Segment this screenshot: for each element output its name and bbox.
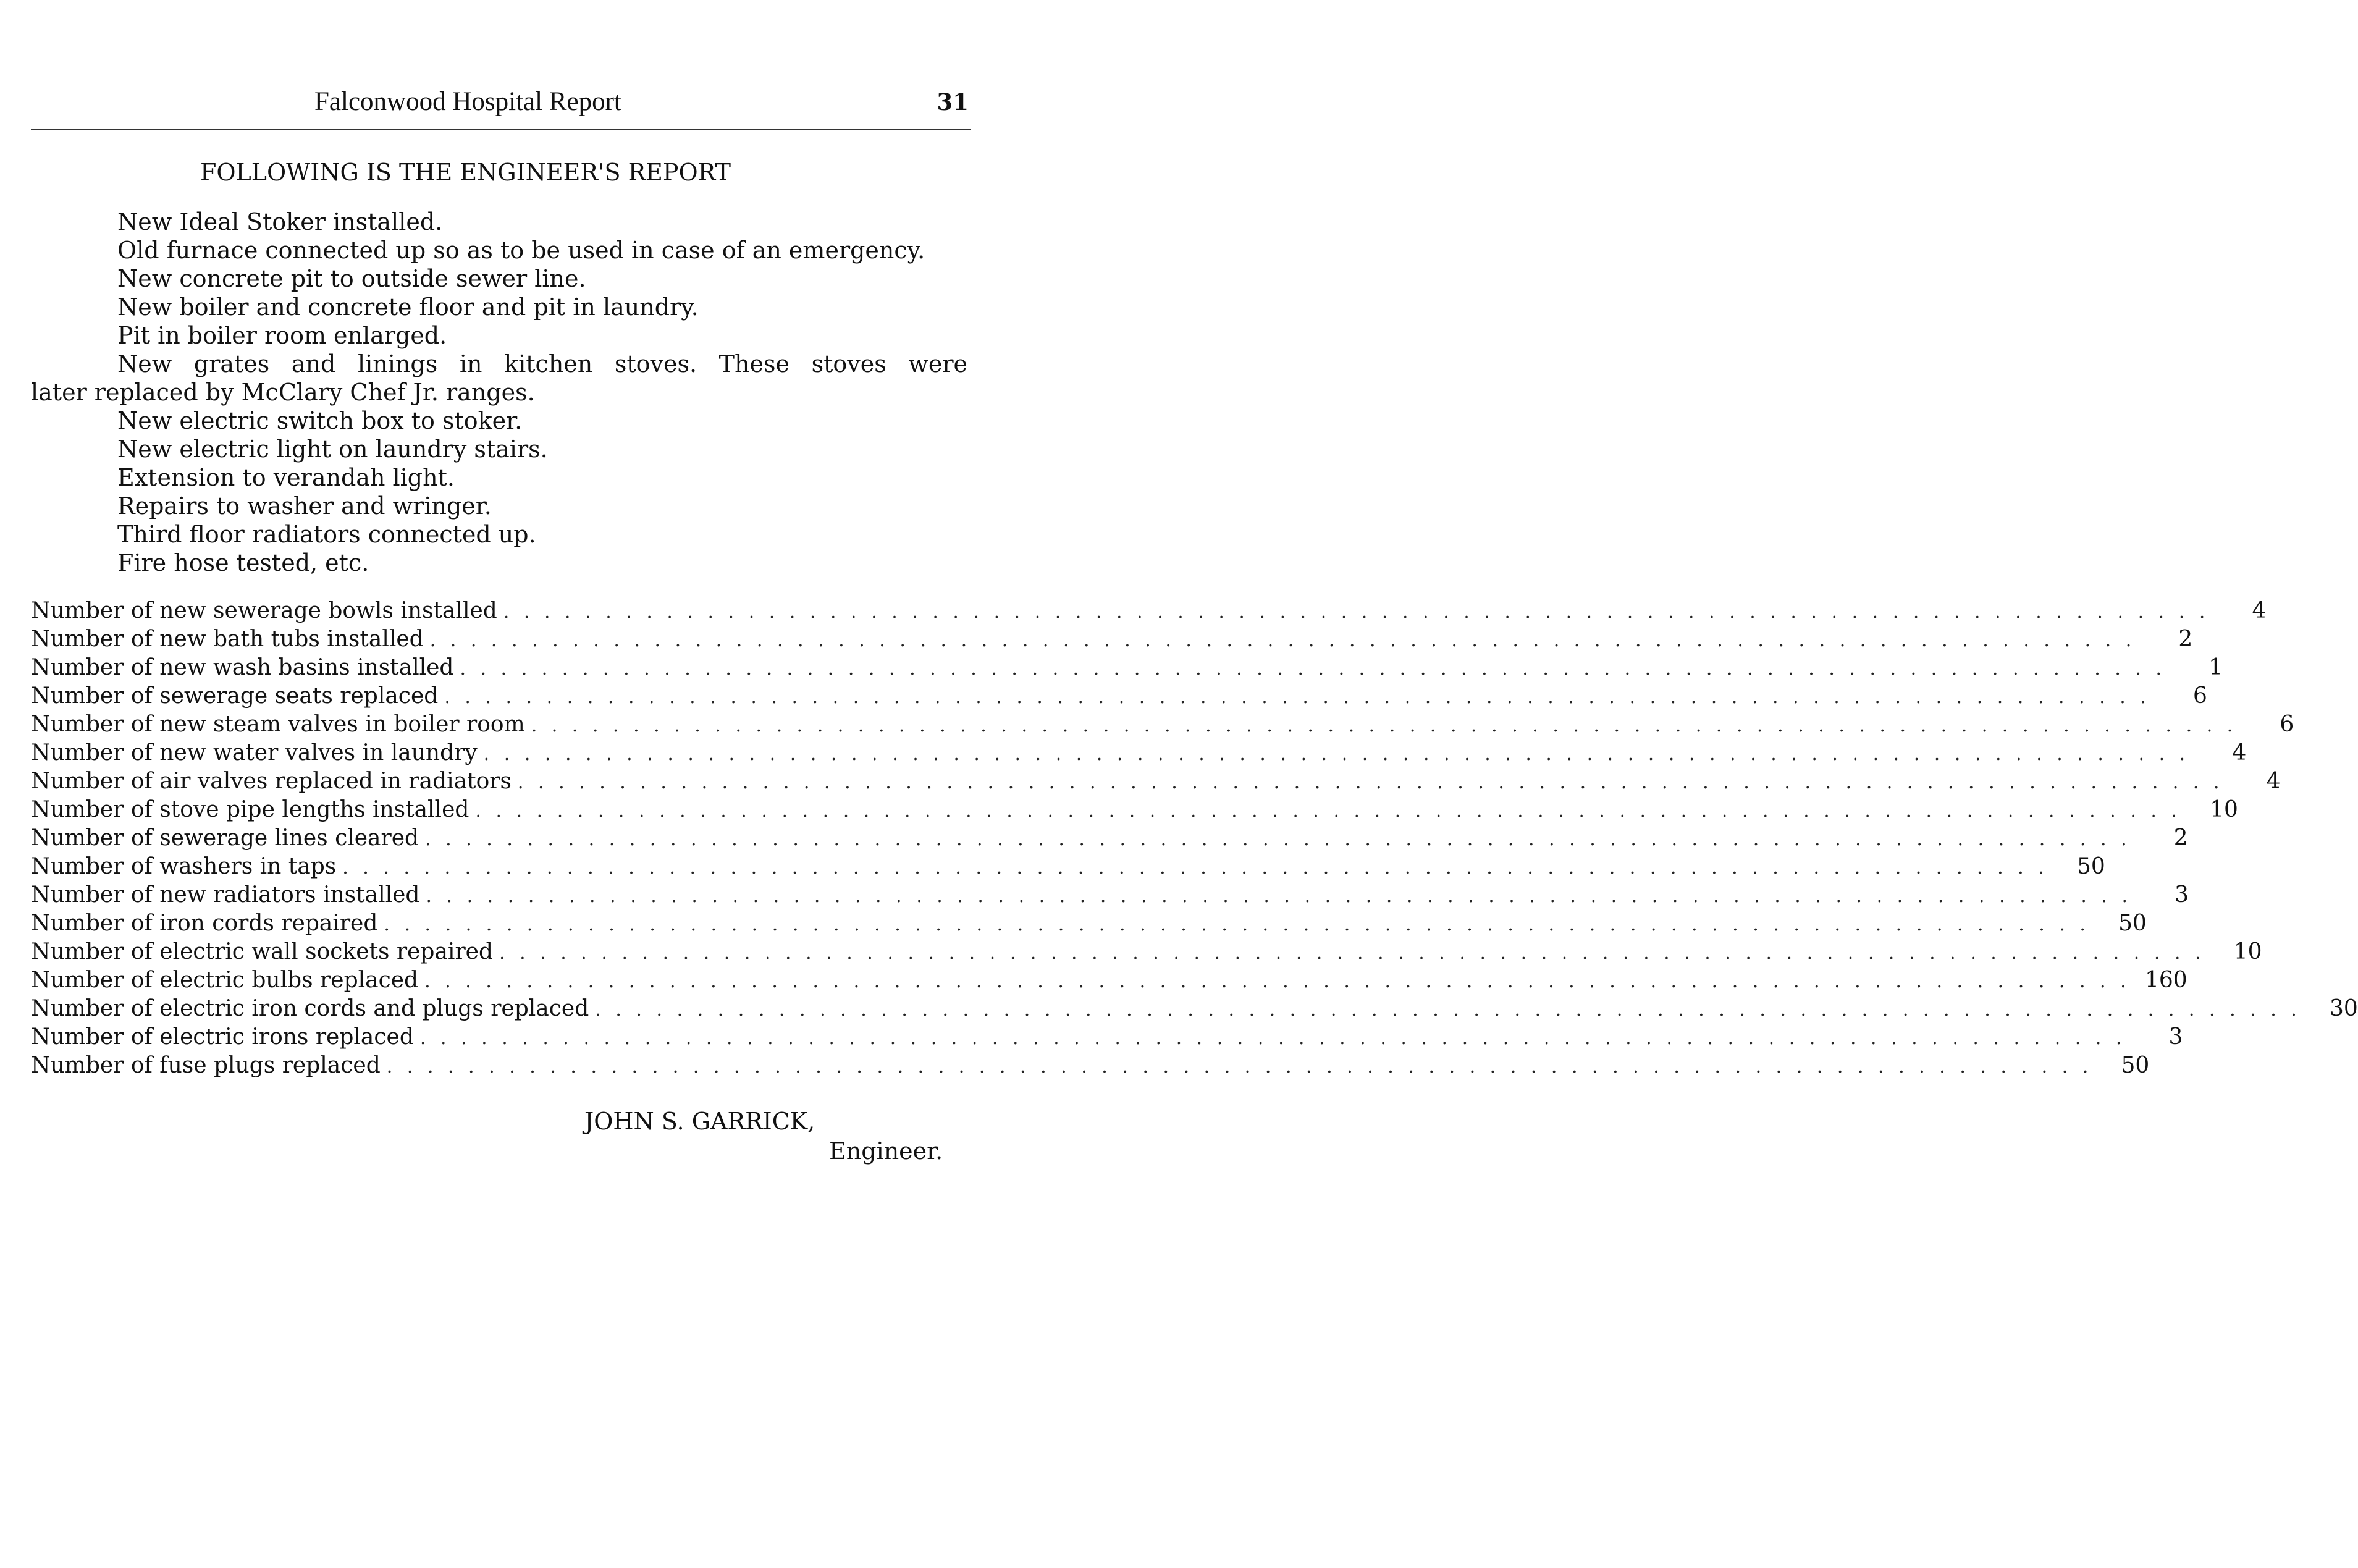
count-value: 50 bbox=[2076, 854, 2105, 879]
count-label: Number of electric irons replaced bbox=[31, 1024, 414, 1050]
count-value: 2 bbox=[2173, 825, 2188, 851]
header-rule bbox=[31, 129, 971, 130]
count-row bbox=[31, 1052, 2150, 1080]
count-label: Number of new bath tubs installed bbox=[31, 626, 424, 652]
dot-leader: . . . . . . . . . . . . . . . . . . . . . . . . . . . . . . . . . . . . . . . . . . . . . . . . . . . . . . . . . . . . . . . . . . . . . . . . . . . . . . . . . . . . bbox=[595, 999, 2301, 1021]
count-value: 3 bbox=[2175, 882, 2189, 908]
work-item-justified: New grates and linings in kitchen stoves. These stoves were bbox=[117, 350, 967, 377]
dot-leader: . . . . . . . . . . . . . . . . . . . . . . . . . . . . . . . . . . . . . . . . . . . . . . . . . . . . . . . . . . . . . . . . . . . . . . . . . . . . . . . . . . . . bbox=[531, 715, 2238, 736]
page-number: 31 bbox=[937, 88, 969, 116]
count-label: Number of sewerage lines cleared bbox=[31, 825, 419, 851]
running-title: Falconwood Hospital Report bbox=[314, 87, 621, 116]
dot-leader: . . . . . . . . . . . . . . . . . . . . . . . . . . . . . . . . . . . . . . . . . . . . . . . . . . . . . . . . . . . . . . . . . . . . . . . . . . . . . . . . . . . . bbox=[419, 1027, 2126, 1049]
count-value: 160 bbox=[2144, 967, 2187, 993]
count-label: Number of new sewerage bowls installed bbox=[31, 598, 497, 623]
count-label: Number of stove pipe lengths installed bbox=[31, 797, 469, 822]
work-item: Third floor radiators connected up. bbox=[117, 521, 536, 548]
count-label: Number of sewerage seats replaced bbox=[31, 683, 439, 709]
count-row bbox=[31, 938, 2262, 966]
dot-leader: . . . . . . . . . . . . . . . . . . . . . . . . . . . . . . . . . . . . . . . . . . . . . . . . . . . . . . . . . . . . . . . . . . . . . . . . . . . . . . . . . . . . bbox=[444, 686, 2150, 708]
running-head bbox=[0, 86, 1034, 117]
count-label: Number of washers in taps bbox=[31, 854, 337, 879]
count-row bbox=[31, 710, 2294, 739]
count-row bbox=[31, 824, 2188, 853]
count-row bbox=[31, 853, 2105, 881]
count-label: Number of air valves replaced in radiators bbox=[31, 769, 512, 794]
work-item: New concrete pit to outside sewer line. bbox=[117, 265, 586, 292]
count-row bbox=[31, 625, 2193, 654]
dot-leader: . . . . . . . . . . . . . . . . . . . . . . . . . . . . . . . . . . . . . . . . . . . . . . . . . . . . . . . . . . . . . . . . . . . . . . . . . . . . . . . . . . . . bbox=[517, 772, 2224, 793]
dot-leader: . . . . . . . . . . . . . . . . . . . . . . . . . . . . . . . . . . . . . . . . . . . . . . . . . . . . . . . . . . . . . . . . . . . . . . . . . . . . . . . . . . . . bbox=[503, 601, 2210, 623]
count-value: 4 bbox=[2252, 598, 2267, 623]
count-label: Number of new steam valves in boiler room bbox=[31, 712, 525, 737]
count-row bbox=[31, 682, 2207, 710]
dot-leader: . . . . . . . . . . . . . . . . . . . . . . . . . . . . . . . . . . . . . . . . . . . . . . . . . . . . . . . . . . . . . . . . . . . . . . . . . . . . . . . . . . . . bbox=[384, 914, 2090, 935]
count-value: 10 bbox=[2233, 939, 2262, 964]
work-item: New boiler and concrete floor and pit in laundry. bbox=[117, 293, 699, 321]
signature-title: Engineer. bbox=[829, 1137, 943, 1165]
count-row bbox=[31, 796, 2238, 824]
count-label: Number of new water valves in laundry bbox=[31, 740, 478, 765]
count-row bbox=[31, 909, 2147, 938]
count-row bbox=[31, 739, 2247, 767]
count-value: 2 bbox=[2178, 626, 2193, 652]
dot-leader: . . . . . . . . . . . . . . . . . . . . . . . . . . . . . . . . . . . . . . . . . . . . . . . . . . . . . . . . . . . . . . . . . . . . . . . . . . . . . . . . . . . . bbox=[425, 828, 2131, 850]
count-label: Number of electric wall sockets repaired bbox=[31, 939, 494, 964]
count-label: Number of new wash basins installed bbox=[31, 655, 454, 680]
count-row bbox=[31, 881, 2189, 909]
count-value: 6 bbox=[2192, 683, 2207, 709]
count-value: 6 bbox=[2280, 712, 2294, 737]
signature-name: JOHN S. GARRICK, bbox=[584, 1108, 815, 1135]
count-row bbox=[31, 597, 2267, 625]
count-value: 3 bbox=[2168, 1024, 2183, 1050]
work-item: New electric light on laundry stairs. bbox=[117, 436, 548, 463]
count-value: 50 bbox=[2118, 911, 2147, 936]
count-value: 30 bbox=[2330, 996, 2358, 1021]
count-label: Number of fuse plugs replaced bbox=[31, 1053, 381, 1078]
work-item: Pit in boiler room enlarged. bbox=[117, 322, 447, 349]
dot-leader: . . . . . . . . . . . . . . . . . . . . . . . . . . . . . . . . . . . . . . . . . . . . . . . . . . . . . . . . . . . . . . . . . . . . . . . . . . . . . . . . . . . . bbox=[424, 971, 2131, 992]
count-label: Number of new radiators installed bbox=[31, 882, 420, 908]
count-value: 1 bbox=[2209, 655, 2223, 680]
count-row bbox=[31, 1023, 2183, 1052]
dot-leader: . . . . . . . . . . . . . . . . . . . . . . . . . . . . . . . . . . . . . . . . . . . . . . . . . . . . . . . . . . . . . . . . . . . . . . . . . . . . . . . . . . . . bbox=[429, 630, 2136, 651]
dot-leader: . . . . . . . . . . . . . . . . . . . . . . . . . . . . . . . . . . . . . . . . . . . . . . . . . . . . . . . . . . . . . . . . . . . . . . . . . . . . . . . . . . . . bbox=[475, 800, 2181, 822]
count-label: Number of iron cords repaired bbox=[31, 911, 378, 936]
dot-leader: . . . . . . . . . . . . . . . . . . . . . . . . . . . . . . . . . . . . . . . . . . . . . . . . . . . . . . . . . . . . . . . . . . . . . . . . . . . . . . . . . . . . bbox=[483, 743, 2190, 765]
count-row bbox=[31, 767, 2281, 796]
count-value: 50 bbox=[2121, 1053, 2150, 1078]
dot-leader: . . . . . . . . . . . . . . . . . . . . . . . . . . . . . . . . . . . . . . . . . . . . . . . . . . . . . . . . . . . . . . . . . . . . . . . . . . . . . . . . . . . . bbox=[499, 942, 2205, 964]
work-item: Repairs to washer and wringer. bbox=[117, 492, 492, 520]
count-label: Number of electric iron cords and plugs replaced bbox=[31, 996, 589, 1021]
dot-leader: . . . . . . . . . . . . . . . . . . . . . . . . . . . . . . . . . . . . . . . . . . . . . . . . . . . . . . . . . . . . . . . . . . . . . . . . . . . . . . . . . . . . bbox=[460, 658, 2166, 680]
count-value: 10 bbox=[2210, 797, 2238, 822]
work-item: New electric switch box to stoker. bbox=[117, 407, 523, 434]
dot-leader: . . . . . . . . . . . . . . . . . . . . . . . . . . . . . . . . . . . . . . . . . . . . . . . . . . . . . . . . . . . . . . . . . . . . . . . . . . . . . . . . . . . . bbox=[342, 857, 2049, 879]
count-row bbox=[31, 995, 2358, 1023]
count-value: 4 bbox=[2232, 740, 2247, 765]
count-label: Number of electric bulbs replaced bbox=[31, 967, 419, 993]
work-item: Fire hose tested, etc. bbox=[117, 549, 369, 576]
count-row bbox=[31, 654, 2223, 682]
section-heading: FOLLOWING IS THE ENGINEER'S REPORT bbox=[200, 159, 731, 186]
dot-leader: . . . . . . . . . . . . . . . . . . . . . . . . . . . . . . . . . . . . . . . . . . . . . . . . . . . . . . . . . . . . . . . . . . . . . . . . . . . . . . . . . . . . bbox=[386, 1056, 2093, 1077]
count-row bbox=[31, 966, 2187, 995]
work-item: New Ideal Stoker installed. bbox=[117, 208, 443, 235]
work-item-continuation: later replaced by McClary Chef Jr. ranges. bbox=[31, 379, 535, 406]
dot-leader: . . . . . . . . . . . . . . . . . . . . . . . . . . . . . . . . . . . . . . . . . . . . . . . . . . . . . . . . . . . . . . . . . . . . . . . . . . . . . . . . . . . . bbox=[426, 885, 2133, 907]
work-item: Old furnace connected up so as to be used in case of an emergency. bbox=[117, 237, 925, 264]
count-value: 4 bbox=[2266, 769, 2281, 794]
work-item: Extension to verandah light. bbox=[117, 464, 455, 491]
